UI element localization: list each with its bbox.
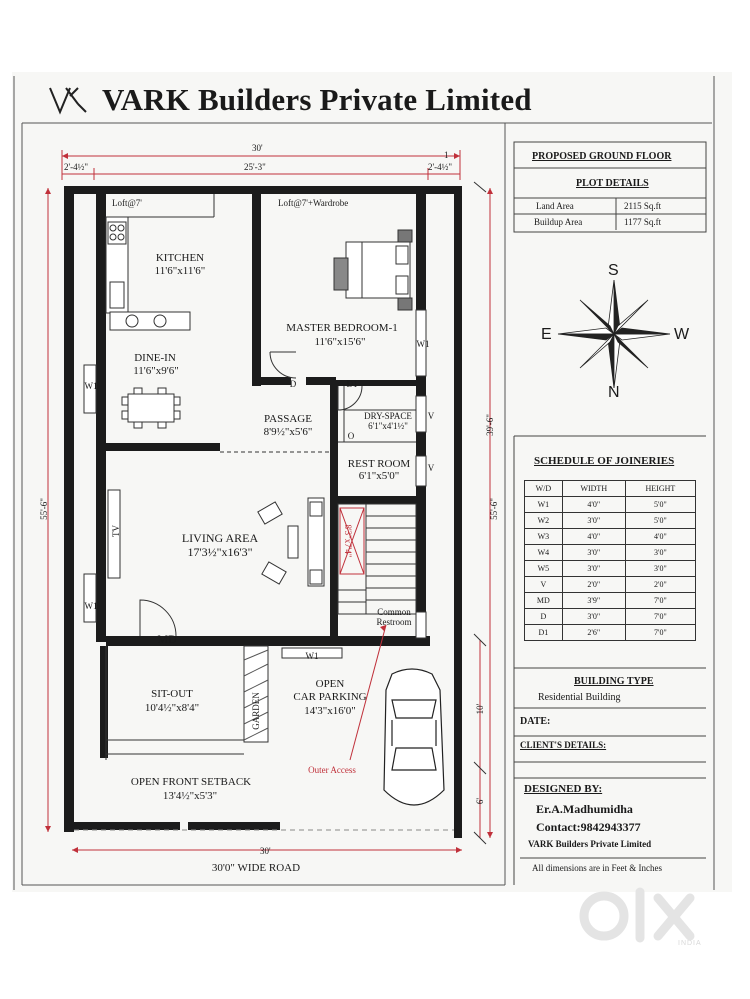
joinery-cell: 3'0" — [562, 561, 625, 577]
dim-left-overall: 55'-6" — [39, 498, 49, 520]
joinery-header-wd: W/D — [525, 481, 563, 497]
olx-watermark — [578, 882, 718, 954]
joinery-cell: 3'0" — [625, 561, 695, 577]
designed-by-label: DESIGNED BY: — [524, 783, 603, 795]
compass-rose-icon — [556, 276, 676, 396]
joinery-table — [524, 480, 696, 641]
designer-company: VARK Builders Private Limited — [528, 839, 652, 849]
table-row — [525, 625, 696, 641]
buildup-area-label: Buildup Area — [534, 217, 583, 227]
joinery-cell: D1 — [525, 625, 563, 641]
designer-contact: Contact:9842943377 — [536, 820, 641, 834]
setback-size: 13'4½"x5'3" — [162, 790, 218, 802]
master-bedroom-size: 11'6"x15'6" — [314, 336, 366, 348]
window-w1-left2-label: W1 — [84, 601, 98, 611]
joinery-cell: 7'0" — [625, 609, 695, 625]
joinery-cell: 3'0" — [625, 545, 695, 561]
loft-kitchen-label: Loft@7' — [112, 198, 142, 208]
table-row — [525, 497, 696, 513]
garden-label: GARDEN — [251, 692, 261, 730]
building-type-value: Residential Building — [538, 692, 621, 703]
outer-access-label: Outer Access — [308, 765, 356, 775]
plot-details-heading: PLOT DETAILS — [576, 178, 649, 189]
sit-out-size: 10'4½"x8'4" — [144, 702, 200, 714]
vent-v1-label: V — [427, 411, 435, 421]
joinery-cell: W2 — [525, 513, 563, 529]
common-restroom-label-2: Restroom — [376, 617, 412, 627]
joinery-cell: 4'0" — [562, 497, 625, 513]
joinery-header-width: WIDTH — [562, 481, 625, 497]
joinery-cell: 7'0" — [625, 625, 695, 641]
joinery-cell: MD — [525, 593, 563, 609]
parking-name-1: OPEN — [315, 678, 345, 690]
joinery-cell: 5'0" — [625, 497, 695, 513]
table-row — [525, 593, 696, 609]
schedule-title: SCHEDULE OF JOINERIES — [534, 455, 675, 467]
date-label: DATE: — [520, 716, 551, 727]
rest-room-name: REST ROOM — [347, 458, 411, 470]
passage-size: 8'9½"x5'6" — [263, 426, 313, 438]
clients-details-label: CLIENT'S DETAILS: — [520, 740, 607, 750]
dim-bottom: 30' — [260, 846, 271, 856]
joinery-cell: 4'0" — [625, 529, 695, 545]
dim-right-low: 6' — [475, 797, 485, 805]
joinery-cell: 3'9" — [562, 593, 625, 609]
window-w1-right-label: W1 — [416, 339, 430, 349]
dim-right-mid: 10' — [475, 703, 485, 715]
joinery-cell: 2'0" — [562, 577, 625, 593]
door-d-label: D — [289, 379, 297, 389]
joinery-cell: 2'0" — [625, 577, 695, 593]
buildup-area-value: 1177 Sq.ft — [624, 217, 662, 227]
joinery-cell: 7'0" — [625, 593, 695, 609]
joinery-header-row — [525, 481, 696, 497]
stair-size-label: 8'3"x7'4" — [343, 524, 353, 558]
joinery-cell: 5'0" — [625, 513, 695, 529]
opening-o-label: O — [347, 431, 355, 441]
living-area-name: LIVING AREA — [181, 531, 259, 545]
dim-right-overall: 55'-6" — [489, 498, 499, 520]
proposed-ground-floor-heading: PROPOSED GROUND FLOOR — [532, 151, 672, 162]
kitchen-name: KITCHEN — [155, 252, 205, 264]
joinery-cell: 3'0" — [562, 545, 625, 561]
joinery-cell: V — [525, 577, 563, 593]
joinery-cell: W1 — [525, 497, 563, 513]
setback-name: OPEN FRONT SETBACK — [130, 776, 252, 788]
table-row — [525, 609, 696, 625]
joinery-header-height: HEIGHT — [625, 481, 695, 497]
passage-name: PASSAGE — [264, 413, 312, 425]
living-area-size: 17'3½"x16'3" — [187, 545, 253, 559]
parking-name-2: CAR PARKING — [293, 691, 367, 703]
kitchen-size: 11'6"x11'6" — [154, 265, 206, 277]
door-d1-label: D1 — [346, 379, 358, 389]
joinery-cell: W3 — [525, 529, 563, 545]
land-area-value: 2115 Sq.ft — [624, 201, 662, 211]
designer-name: Er.A.Madhumidha — [536, 802, 633, 816]
table-row — [525, 561, 696, 577]
dim-top-mid: 25'-3" — [244, 162, 266, 172]
road-label: 30'0" WIDE ROAD — [211, 862, 301, 874]
table-row — [525, 545, 696, 561]
company-title: VARK Builders Private Limited — [102, 82, 532, 117]
joinery-cell: 4'0" — [562, 529, 625, 545]
dim-right-upper: 39'-6" — [485, 414, 495, 436]
joinery-cell: W5 — [525, 561, 563, 577]
dim-top-right-small: 1 — [444, 150, 449, 160]
dry-space-name: DRY-SPACE — [364, 411, 412, 421]
compass-e-label: E — [541, 326, 552, 343]
parking-size: 14'3"x16'0" — [304, 705, 356, 717]
joinery-cell: 3'0" — [562, 513, 625, 529]
dimensions-note: All dimensions are in Feet & Inches — [532, 863, 662, 873]
dine-in-name: DINE-IN — [134, 352, 176, 364]
dine-in-size: 11'6"x9'6" — [133, 365, 179, 377]
window-w1-left-label: W1 — [84, 381, 98, 391]
window-w1-parking-label: W1 — [305, 651, 319, 661]
building-type-heading: BUILDING TYPE — [574, 676, 654, 687]
table-row — [525, 529, 696, 545]
sit-out-name: SIT-OUT — [151, 688, 193, 700]
joinery-cell: 3'0" — [562, 609, 625, 625]
compass-w-label: W — [674, 326, 690, 343]
olx-sub-label: INDIA — [678, 940, 702, 947]
compass-s-label: S — [608, 262, 619, 279]
table-row — [525, 577, 696, 593]
common-restroom-label-1: Common — [377, 607, 411, 617]
joinery-cell: 2'6" — [562, 625, 625, 641]
dim-top-overall: 30' — [252, 143, 263, 153]
rest-room-size: 6'1"x5'0" — [358, 470, 400, 482]
dry-space-size: 6'1"x4'1½" — [368, 421, 408, 431]
master-bedroom-name: MASTER BEDROOM-1 — [286, 322, 398, 334]
land-area-label: Land Area — [536, 201, 574, 211]
tv-label: TV — [111, 525, 121, 537]
vent-v2-label: V — [427, 463, 435, 473]
compass-n-label: N — [608, 384, 620, 401]
joinery-cell: W4 — [525, 545, 563, 561]
dim-top-right: 2'-4½" — [428, 162, 453, 172]
main-door-label: MD — [157, 632, 177, 646]
loft-bedroom-label: Loft@7'+Wardrobe — [278, 198, 349, 208]
dim-top-left: 2'-4½" — [64, 162, 89, 172]
table-row — [525, 513, 696, 529]
joinery-cell: D — [525, 609, 563, 625]
